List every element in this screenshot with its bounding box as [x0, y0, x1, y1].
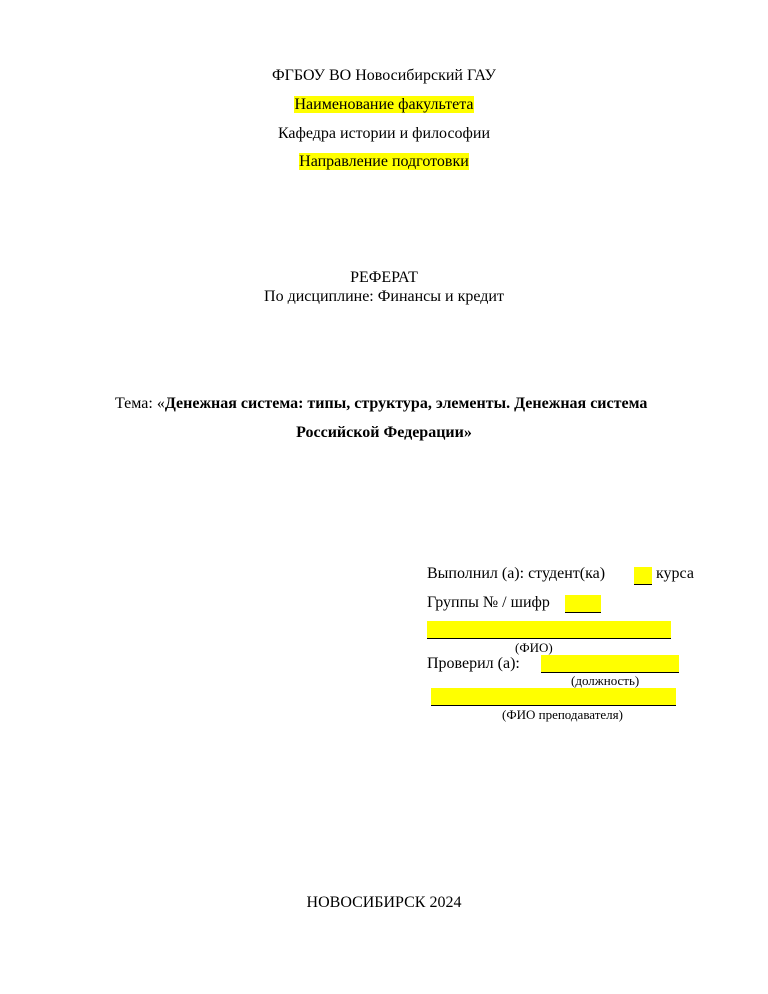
- university-name: ФГБОУ ВО Новосибирский ГАУ: [272, 67, 496, 84]
- discipline: По дисциплине: Финансы и кредит: [264, 288, 504, 305]
- fio-caption: (ФИО): [515, 640, 553, 655]
- group-label: Группы № / шифр: [427, 594, 550, 611]
- department-name: Кафедра истории и философии: [277, 125, 491, 142]
- teacher-fio-blank: [431, 688, 676, 706]
- course-blank: [634, 567, 652, 585]
- teacher-caption: (ФИО преподавателя): [502, 707, 623, 722]
- faculty-name: [0, 96, 768, 114]
- work-type: РЕФЕРАТ: [350, 269, 418, 286]
- student-fio-blank: [427, 621, 671, 639]
- topic-prefix: Тема: «: [115, 395, 165, 412]
- position-caption: (должность): [571, 673, 640, 688]
- topic-title-part2: Российской Федерации»: [296, 424, 472, 441]
- position-blank: [541, 655, 679, 673]
- performed-by-label: Выполнил (а): студент(ка): [427, 565, 606, 582]
- topic-line-2: [0, 424, 768, 442]
- topic-line-1: [115, 395, 647, 413]
- direction-placeholder: Направление подготовки: [299, 153, 469, 170]
- topic-title-part1: Денежная система: типы, структура, элементы. Денежная система: [164, 395, 648, 412]
- course-label: курса: [656, 565, 694, 582]
- direction-name: [0, 153, 768, 171]
- faculty-placeholder: Наименование факультета: [294, 96, 474, 113]
- city-year: НОВОСИБИРСК 2024: [306, 894, 462, 911]
- performed-by-line: [427, 565, 605, 583]
- checked-by-label: Проверил (а):: [427, 655, 520, 672]
- group-blank: [565, 595, 601, 613]
